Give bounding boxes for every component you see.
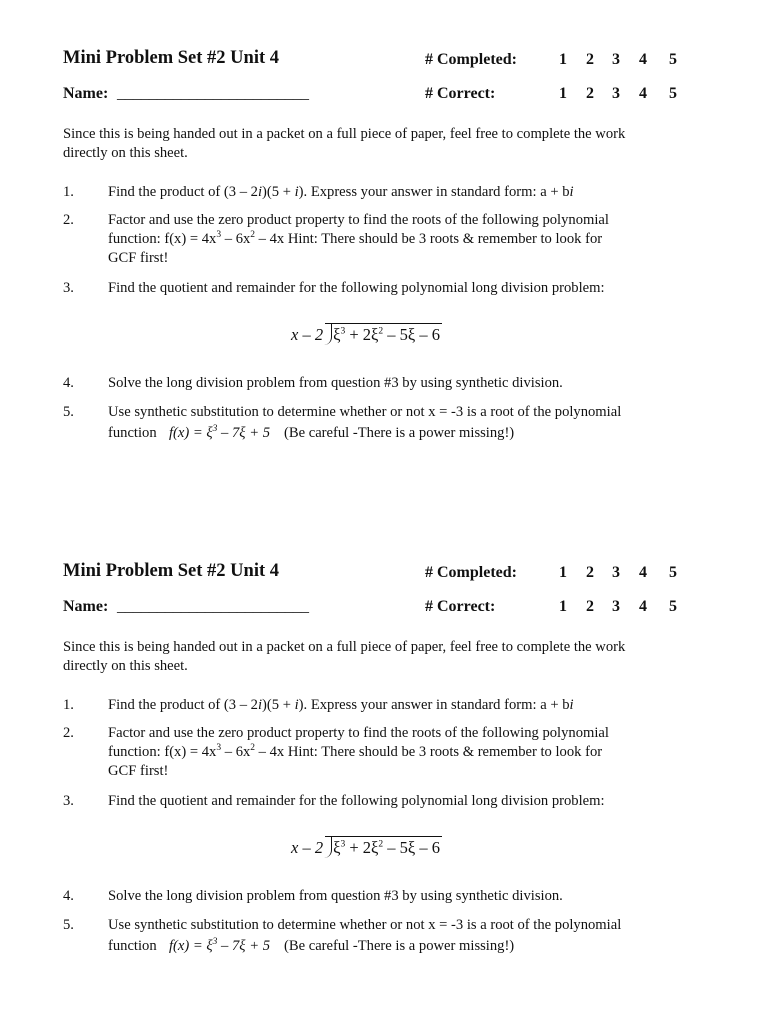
correct-score-5: 5 — [669, 598, 677, 615]
name-label: Name: — [63, 598, 109, 615]
question-number: 4. — [63, 375, 74, 391]
question-2-text: GCF first! — [108, 250, 169, 266]
question-2-text: function: $f(x) = 4x^3 - 6x^2 - 4x$ Hint: There should be 3 roots & remember to look for — [108, 743, 603, 760]
question-5-text: Use synthetic substitution to determine whether or not x = -3 is a root of the polynomial — [108, 917, 622, 933]
completed-score-5: 5 — [669, 51, 677, 68]
correct-label: # Correct: — [425, 85, 496, 102]
completed-score-3: 3 — [612, 564, 620, 581]
long-division-expression — [291, 836, 442, 858]
function-expression: $f(x) = \xi^3 - 7\xi + 5$ — [169, 424, 270, 441]
question-number: 2. — [63, 725, 74, 741]
question-number: 3. — [63, 280, 74, 296]
question-number: 4. — [63, 888, 74, 904]
problem-sheet — [0, 513, 768, 1025]
question-5-text: function — [108, 938, 157, 954]
completed-score-1: 1 — [559, 51, 567, 68]
name-label: Name: — [63, 85, 109, 102]
question-2-text: GCF first! — [108, 763, 169, 779]
sheet-title: Mini Problem Set #2 Unit 4 — [63, 48, 279, 68]
long-division-divisor: x – 2 — [291, 838, 324, 857]
correct-score-1: 1 — [559, 85, 567, 102]
question-4-text: Solve the long division problem from question #3 by using synthetic division. — [108, 375, 563, 391]
long-division-divisor: x – 2 — [291, 325, 324, 344]
intro-text: Since this is being handed out in a packet on a full piece of paper, feel free to complete the work — [63, 639, 626, 655]
function-expression: $f(x) = \xi^3 - 7\xi + 5$ — [169, 937, 270, 954]
completed-score-3: 3 — [612, 51, 620, 68]
completed-score-1: 1 — [559, 564, 567, 581]
question-1-text: Find the product of (3 – 2i)(5 + i). Express your answer in standard form: a + bi — [108, 697, 574, 713]
correct-score-2: 2 — [586, 598, 594, 615]
correct-score-5: 5 — [669, 85, 677, 102]
name-field-line[interactable]: ________________________ — [117, 85, 309, 102]
long-division-dividend: $\xi^3 + 2\xi^2 - 5\xi - 6$ — [325, 323, 442, 345]
question-5-text: Use synthetic substitution to determine whether or not x = -3 is a root of the polynomial — [108, 404, 622, 420]
question-2-text: function: $f(x) = 4x^3 - 6x^2 - 4x$ Hint: There should be 3 roots & remember to look for — [108, 230, 603, 247]
completed-score-4: 4 — [639, 564, 647, 581]
question-3-text: Find the quotient and remainder for the following polynomial long division problem: — [108, 280, 605, 296]
long-division-dividend: $\xi^3 + 2\xi^2 - 5\xi - 6$ — [325, 836, 442, 858]
question-5-text: (Be careful -There is a power missing!) — [284, 938, 515, 954]
correct-score-2: 2 — [586, 85, 594, 102]
question-number: 1. — [63, 697, 74, 713]
completed-label: # Completed: — [425, 51, 517, 68]
problem-sheet — [0, 0, 768, 512]
name-field-line[interactable]: ________________________ — [117, 598, 309, 615]
question-2-text: Factor and use the zero product property to find the roots of the following polynomial — [108, 212, 609, 228]
intro-text: Since this is being handed out in a packet on a full piece of paper, feel free to complete the work — [63, 126, 626, 142]
question-5-text: function — [108, 425, 157, 441]
correct-score-3: 3 — [612, 85, 620, 102]
question-4-text: Solve the long division problem from question #3 by using synthetic division. — [108, 888, 563, 904]
question-3-text: Find the quotient and remainder for the following polynomial long division problem: — [108, 793, 605, 809]
intro-text: directly on this sheet. — [63, 145, 188, 161]
question-number: 3. — [63, 793, 74, 809]
question-1-text: Find the product of (3 – 2i)(5 + i). Express your answer in standard form: a + bi — [108, 184, 574, 200]
completed-score-2: 2 — [586, 51, 594, 68]
question-number: 5. — [63, 917, 74, 933]
question-2-text: Factor and use the zero product property to find the roots of the following polynomial — [108, 725, 609, 741]
correct-label: # Correct: — [425, 598, 496, 615]
sheet-title: Mini Problem Set #2 Unit 4 — [63, 561, 279, 581]
intro-text: directly on this sheet. — [63, 658, 188, 674]
correct-score-3: 3 — [612, 598, 620, 615]
question-5-text: (Be careful -There is a power missing!) — [284, 425, 515, 441]
completed-score-4: 4 — [639, 51, 647, 68]
completed-score-2: 2 — [586, 564, 594, 581]
question-number: 5. — [63, 404, 74, 420]
question-number: 2. — [63, 212, 74, 228]
completed-score-5: 5 — [669, 564, 677, 581]
correct-score-4: 4 — [639, 598, 647, 615]
long-division-expression — [291, 323, 442, 345]
correct-score-1: 1 — [559, 598, 567, 615]
question-number: 1. — [63, 184, 74, 200]
completed-label: # Completed: — [425, 564, 517, 581]
correct-score-4: 4 — [639, 85, 647, 102]
